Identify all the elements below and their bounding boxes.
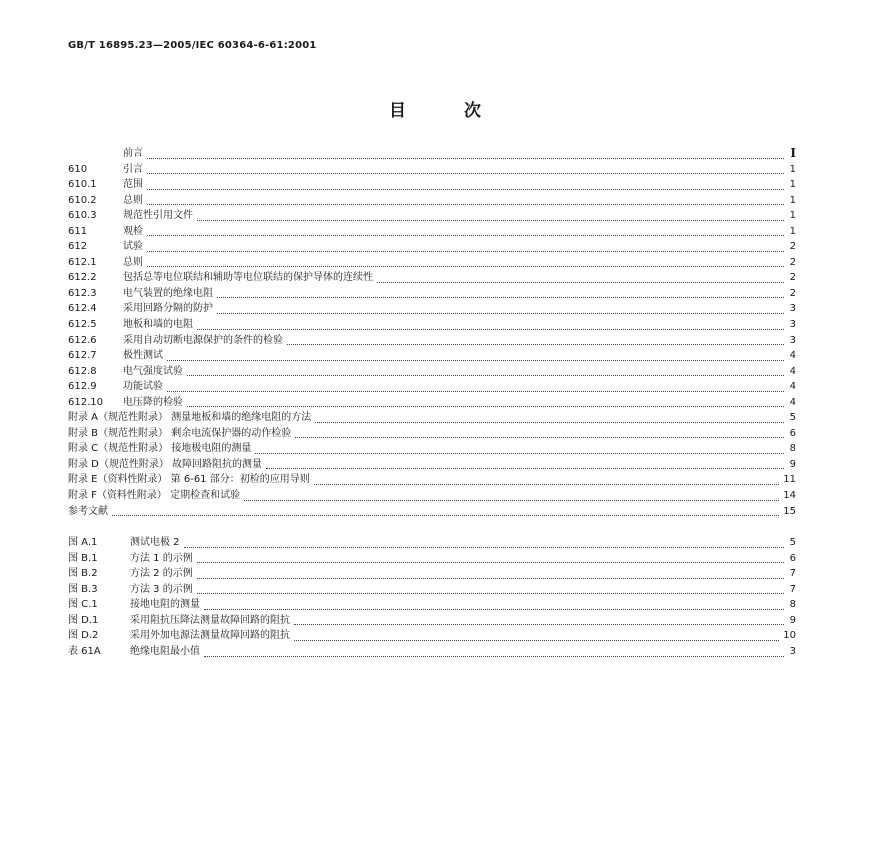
dot-leader bbox=[187, 366, 784, 376]
entry-page-number: 2 bbox=[789, 256, 796, 268]
toc-entry[interactable] bbox=[68, 270, 796, 286]
dot-leader bbox=[294, 631, 779, 641]
toc-entry[interactable] bbox=[68, 426, 796, 442]
entry-page-number: Ⅰ bbox=[790, 146, 796, 160]
entry-title: 附录 F（资料性附录） 定期检查和试验 bbox=[68, 490, 241, 502]
entry-title: 参考文献 bbox=[68, 505, 108, 517]
dot-leader bbox=[167, 351, 784, 361]
dot-leader bbox=[147, 164, 784, 174]
entry-page-number: 7 bbox=[789, 568, 796, 580]
entry-page-number: 10 bbox=[783, 630, 796, 642]
entry-number: 610.2 bbox=[68, 194, 97, 206]
dot-leader bbox=[287, 335, 784, 345]
entry-title: 观检 bbox=[123, 225, 143, 237]
dot-leader bbox=[197, 553, 784, 563]
toc-entry[interactable] bbox=[68, 395, 796, 411]
document-code-header: GB/T 16895.23—2005/IEC 60364-6-61:2001 bbox=[68, 40, 317, 51]
entry-page-number: 3 bbox=[789, 319, 796, 331]
entry-page-number: 5 bbox=[789, 537, 796, 549]
toc-entry[interactable] bbox=[68, 472, 796, 488]
entry-title: 总则 bbox=[123, 194, 143, 206]
dot-leader bbox=[314, 475, 780, 485]
toc-entry[interactable] bbox=[68, 286, 796, 302]
entry-number: 612.10 bbox=[68, 396, 103, 408]
dot-leader bbox=[204, 600, 784, 610]
entry-page-number: 8 bbox=[789, 599, 796, 611]
toc-entry[interactable] bbox=[68, 177, 796, 193]
entry-number: 612.7 bbox=[68, 350, 97, 362]
entry-number: 图 C.1 bbox=[68, 599, 98, 611]
figure-list-entry[interactable] bbox=[68, 535, 796, 551]
toc-figures-section bbox=[68, 535, 796, 659]
entry-page-number: 1 bbox=[789, 225, 796, 237]
entry-page-number: 4 bbox=[789, 396, 796, 408]
entry-number: 图 B.1 bbox=[68, 552, 98, 564]
entry-number: 612.3 bbox=[68, 287, 97, 299]
entry-title: 总则 bbox=[123, 256, 143, 268]
entry-number: 612 bbox=[68, 241, 88, 253]
toc-entry[interactable] bbox=[68, 301, 796, 317]
entry-title: 前言 bbox=[123, 148, 143, 159]
entry-number: 612.1 bbox=[68, 256, 97, 268]
entry-number: 612.8 bbox=[68, 365, 97, 377]
entry-number: 611 bbox=[68, 225, 88, 237]
entry-page-number: 3 bbox=[789, 303, 796, 315]
dot-leader bbox=[294, 615, 784, 625]
entry-page-number: 1 bbox=[789, 163, 796, 175]
toc-entry[interactable] bbox=[68, 364, 796, 380]
toc-entry[interactable] bbox=[68, 348, 796, 364]
dot-leader bbox=[147, 226, 784, 236]
dot-leader bbox=[147, 180, 784, 190]
toc-entry[interactable] bbox=[68, 208, 796, 224]
entry-page-number: 9 bbox=[789, 458, 796, 470]
entry-title: 附录 E（资料性附录） 第 6-61 部分：初检的应用导则 bbox=[68, 474, 310, 486]
entry-title: 采用回路分隔的防护 bbox=[123, 303, 213, 315]
entry-title: 附录 B（规范性附录） 剩余电流保护器的动作检验 bbox=[68, 427, 292, 439]
entry-title: 附录 A（规范性附录） 测量地板和墙的绝缘电阻的方法 bbox=[68, 412, 312, 424]
figure-list-entry[interactable] bbox=[68, 551, 796, 567]
entry-title: 绝缘电阻最小值 bbox=[130, 645, 200, 657]
entry-title: 采用外加电源法测量故障回路的阻抗 bbox=[130, 630, 290, 642]
entry-number: 612.9 bbox=[68, 381, 97, 393]
dot-leader bbox=[197, 569, 784, 579]
entry-title: 包括总等电位联结和辅助等电位联结的保护导体的连续性 bbox=[123, 272, 373, 284]
entry-number: 612.2 bbox=[68, 272, 97, 284]
dot-leader bbox=[147, 195, 784, 205]
entry-title: 功能试验 bbox=[123, 381, 163, 393]
dot-leader bbox=[147, 242, 784, 252]
entry-number: 图 D.2 bbox=[68, 630, 99, 642]
dot-leader bbox=[377, 273, 784, 283]
section-gap bbox=[68, 519, 796, 535]
entry-title: 试验 bbox=[123, 241, 143, 253]
toc-entry[interactable] bbox=[68, 504, 796, 520]
entry-title: 电气装置的绝缘电阻 bbox=[123, 287, 213, 299]
entry-page-number: 4 bbox=[789, 381, 796, 393]
entry-title: 方法 3 的示例 bbox=[130, 583, 193, 595]
entry-title: 范围 bbox=[123, 179, 143, 191]
figure-list-entry[interactable] bbox=[68, 597, 796, 613]
toc-entry[interactable] bbox=[68, 255, 796, 271]
entry-page-number: 15 bbox=[783, 505, 796, 517]
entry-page-number: 1 bbox=[789, 210, 796, 222]
entry-title: 采用自动切断电源保护的条件的检验 bbox=[123, 334, 283, 346]
toc-main-section bbox=[68, 146, 796, 519]
figure-list-entry[interactable] bbox=[68, 566, 796, 582]
entry-title: 地板和墙的电阻 bbox=[123, 319, 193, 331]
toc-entry[interactable] bbox=[68, 333, 796, 349]
entry-title: 电气强度试验 bbox=[123, 365, 183, 377]
dot-leader bbox=[147, 149, 784, 159]
entry-number: 610.3 bbox=[68, 210, 97, 222]
dot-leader bbox=[295, 428, 784, 438]
toc-entry[interactable] bbox=[68, 239, 796, 255]
dot-leader bbox=[147, 257, 784, 267]
dot-leader bbox=[167, 382, 784, 392]
entry-page-number: 11 bbox=[783, 474, 796, 486]
dot-leader bbox=[184, 538, 784, 548]
toc-entry[interactable] bbox=[68, 193, 796, 209]
entry-page-number: 3 bbox=[789, 645, 796, 657]
dot-leader bbox=[197, 584, 784, 594]
toc-entry[interactable] bbox=[68, 317, 796, 333]
dot-leader bbox=[255, 444, 784, 454]
table-of-contents bbox=[68, 146, 796, 660]
toc-entry[interactable] bbox=[68, 162, 796, 178]
entry-page-number: 5 bbox=[789, 412, 796, 424]
figure-list-entry[interactable] bbox=[68, 644, 796, 660]
page-title: 目 次 bbox=[389, 101, 507, 121]
entry-title: 采用阻抗压降法测量故障回路的阻抗 bbox=[130, 614, 290, 626]
figure-list-entry[interactable] bbox=[68, 613, 796, 629]
entry-page-number: 2 bbox=[789, 241, 796, 253]
dot-leader bbox=[204, 647, 784, 657]
entry-page-number: 4 bbox=[789, 350, 796, 362]
entry-title: 附录 C（规范性附录） 接地极电阻的测量 bbox=[68, 443, 252, 455]
toc-entry[interactable] bbox=[68, 224, 796, 240]
entry-page-number: 6 bbox=[789, 552, 796, 564]
dot-leader bbox=[315, 413, 784, 423]
entry-page-number: 9 bbox=[789, 614, 796, 626]
dot-leader bbox=[197, 211, 784, 221]
toc-entry[interactable] bbox=[68, 488, 796, 504]
entry-title: 方法 2 的示例 bbox=[130, 568, 193, 580]
entry-number: 612.4 bbox=[68, 303, 97, 315]
entry-number: 610 bbox=[68, 163, 88, 175]
dot-leader bbox=[266, 459, 784, 469]
entry-title: 方法 1 的示例 bbox=[130, 552, 193, 564]
dot-leader bbox=[112, 506, 779, 516]
entry-number: 图 B.3 bbox=[68, 583, 98, 595]
entry-page-number: 7 bbox=[789, 583, 796, 595]
entry-title: 测试电极 2 bbox=[130, 537, 180, 549]
entry-number: 图 B.2 bbox=[68, 568, 98, 580]
entry-page-number: 2 bbox=[789, 272, 796, 284]
entry-page-number: 4 bbox=[789, 365, 796, 377]
figure-list-entry[interactable] bbox=[68, 582, 796, 598]
entry-title: 引言 bbox=[123, 163, 143, 175]
dot-leader bbox=[187, 397, 784, 407]
entry-page-number: 8 bbox=[789, 443, 796, 455]
toc-entry[interactable] bbox=[68, 379, 796, 395]
entry-number: 610.1 bbox=[68, 179, 97, 191]
entry-number: 图 A.1 bbox=[68, 537, 98, 549]
entry-page-number: 1 bbox=[789, 179, 796, 191]
toc-entry[interactable] bbox=[68, 441, 796, 457]
entry-number: 图 D.1 bbox=[68, 614, 99, 626]
toc-entry[interactable] bbox=[68, 410, 796, 426]
figure-list-entry[interactable] bbox=[68, 628, 796, 644]
dot-leader bbox=[197, 320, 784, 330]
entry-page-number: 3 bbox=[789, 334, 796, 346]
entry-page-number: 6 bbox=[789, 427, 796, 439]
dot-leader bbox=[217, 288, 784, 298]
entry-page-number: 14 bbox=[783, 490, 796, 502]
dot-leader bbox=[217, 304, 784, 314]
toc-entry[interactable] bbox=[68, 457, 796, 473]
dot-leader bbox=[244, 491, 779, 501]
entry-number: 612.5 bbox=[68, 319, 97, 331]
entry-title: 规范性引用文件 bbox=[123, 210, 193, 222]
entry-title: 附录 D（规范性附录） 故障回路阻抗的测量 bbox=[68, 458, 263, 470]
entry-number: 612.6 bbox=[68, 334, 97, 346]
entry-page-number: 1 bbox=[789, 194, 796, 206]
entry-title: 接地电阻的测量 bbox=[130, 599, 200, 611]
toc-entry[interactable] bbox=[68, 146, 796, 162]
entry-page-number: 2 bbox=[789, 287, 796, 299]
entry-title: 极性测试 bbox=[123, 350, 163, 362]
entry-title: 电压降的检验 bbox=[123, 396, 183, 408]
entry-number: 表 61A bbox=[68, 645, 101, 657]
